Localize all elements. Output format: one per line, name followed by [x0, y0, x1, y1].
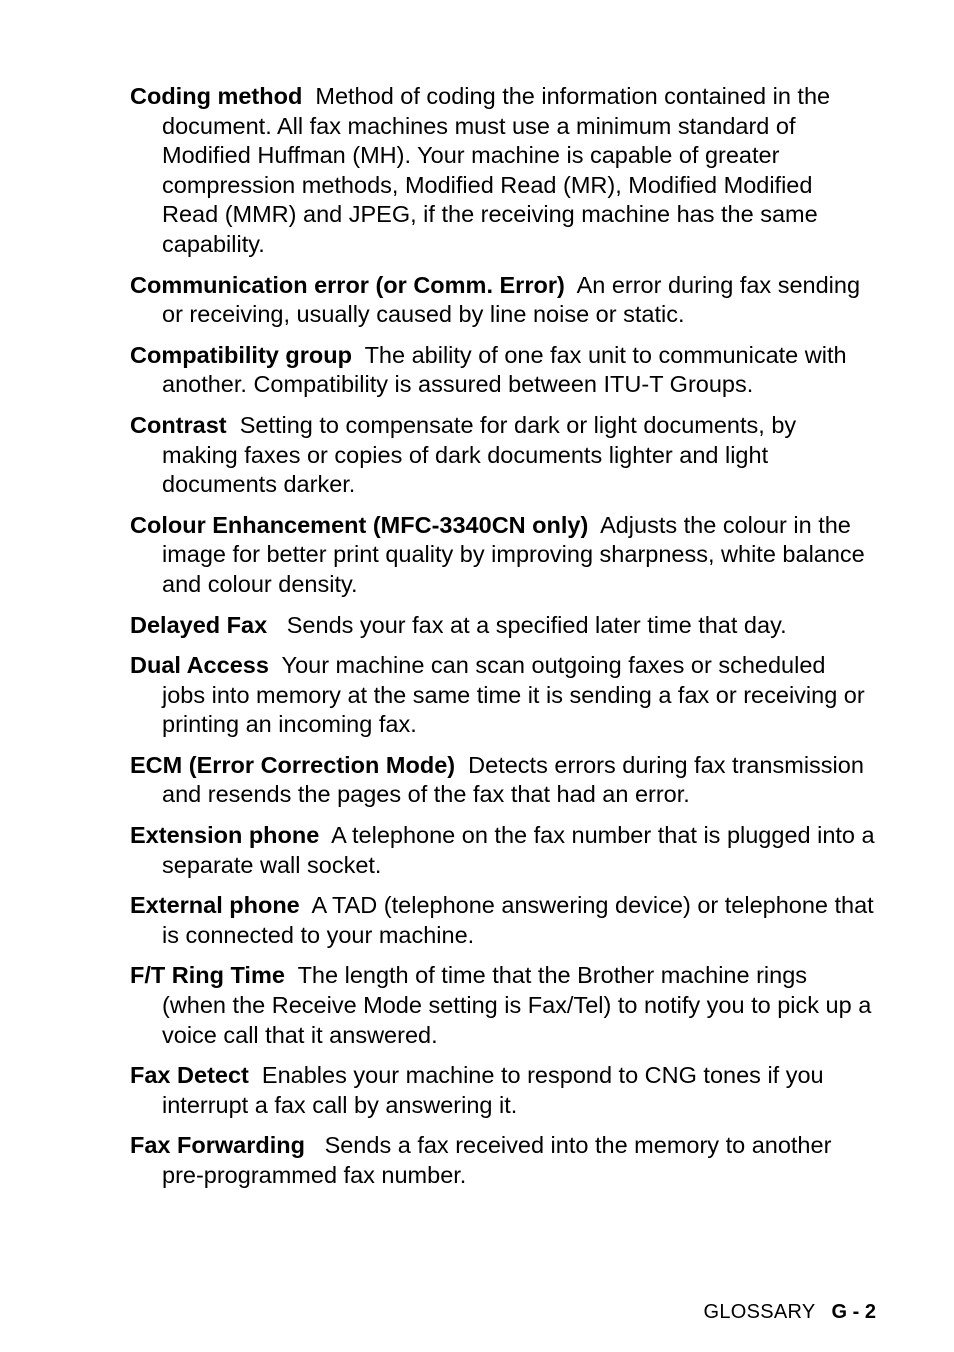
glossary-definition: Your machine can scan outgoing faxes or scheduled jobs into memory at the same time it is sending a fax or receiving or printing an incoming fax.: [162, 652, 865, 738]
glossary-entry: [130, 1131, 875, 1190]
glossary-entry: [130, 82, 875, 260]
glossary-entry: [130, 1061, 875, 1120]
glossary-definition: An error during fax sending or receiving, usually caused by line noise or static.: [162, 271, 861, 328]
footer-section-title: GLOSSARY: [703, 1301, 816, 1323]
glossary-term: Communication error (or Comm. Error): [130, 271, 565, 298]
glossary-definition: Enables your machine to respond to CNG tones if you interrupt a fax call by answering it.: [162, 1062, 824, 1118]
glossary-definition: A TAD (telephone answering device) or telephone that is connected to your machine.: [162, 892, 874, 948]
glossary-term: Fax Detect: [130, 1062, 249, 1089]
glossary-definition: The ability of one fax unit to communicate with another. Compatibility is assured between ITU-T Groups.: [162, 341, 847, 398]
glossary-term: Dual Access: [130, 652, 269, 679]
glossary-entry: [130, 611, 875, 641]
glossary-definition: Setting to compensate for dark or light documents, by making faxes or copies of dark documents lighter and light documents darker.: [162, 411, 797, 498]
glossary-term: Colour Enhancement (MFC-3340CN only): [130, 511, 589, 538]
glossary-definition: The length of time that the Brother machine rings (when the Receive Mode setting is Fax/Tel) to notify you to pick up a voice call that it answered.: [162, 962, 872, 1048]
glossary-entry: [130, 891, 875, 950]
glossary-definition: Adjusts the colour in the image for better print quality by improving sharpness, white balance and colour density.: [162, 511, 865, 597]
glossary-entry: [130, 511, 875, 600]
glossary-definition: Sends a fax received into the memory to another pre-programmed fax number.: [162, 1132, 832, 1188]
glossary-entry: [130, 961, 875, 1050]
glossary-entry: [130, 271, 875, 330]
glossary-entry: [130, 821, 875, 880]
page-footer: [703, 1299, 876, 1325]
glossary-definition: Detects errors during fax transmission and resends the pages of the fax that had an error.: [162, 751, 864, 808]
page-number: G - 2: [831, 1301, 876, 1323]
glossary-term: Contrast: [130, 411, 227, 438]
glossary-definition: A telephone on the fax number that is plugged into a separate wall socket.: [162, 822, 875, 878]
glossary-entry: [130, 341, 875, 400]
glossary-entry: [130, 411, 875, 500]
glossary-term: Extension phone: [130, 822, 320, 849]
glossary-term: F/T Ring Time: [130, 962, 285, 989]
glossary-list: [130, 82, 875, 1202]
glossary-term: Delayed Fax: [130, 611, 268, 638]
glossary-definition: Method of coding the information contained in the document. All fax machines must use a minimum standard of Modified Huffman (MH). Your machine is capable of greater compression methods, Modified Read (MR), Modified Modified Read (MMR) and JPEG, if the receiving machine has the same capability.: [162, 83, 831, 257]
glossary-term: Fax Forwarding: [130, 1132, 305, 1159]
glossary-term: ECM (Error Correction Mode): [130, 751, 456, 778]
glossary-entry: [130, 751, 875, 810]
glossary-entry: [130, 651, 875, 740]
glossary-term: Compatibility group: [130, 341, 352, 368]
glossary-definition: Sends your fax at a specified later time that day.: [286, 611, 787, 638]
glossary-term: Coding method: [130, 83, 303, 109]
glossary-term: External phone: [130, 892, 300, 919]
